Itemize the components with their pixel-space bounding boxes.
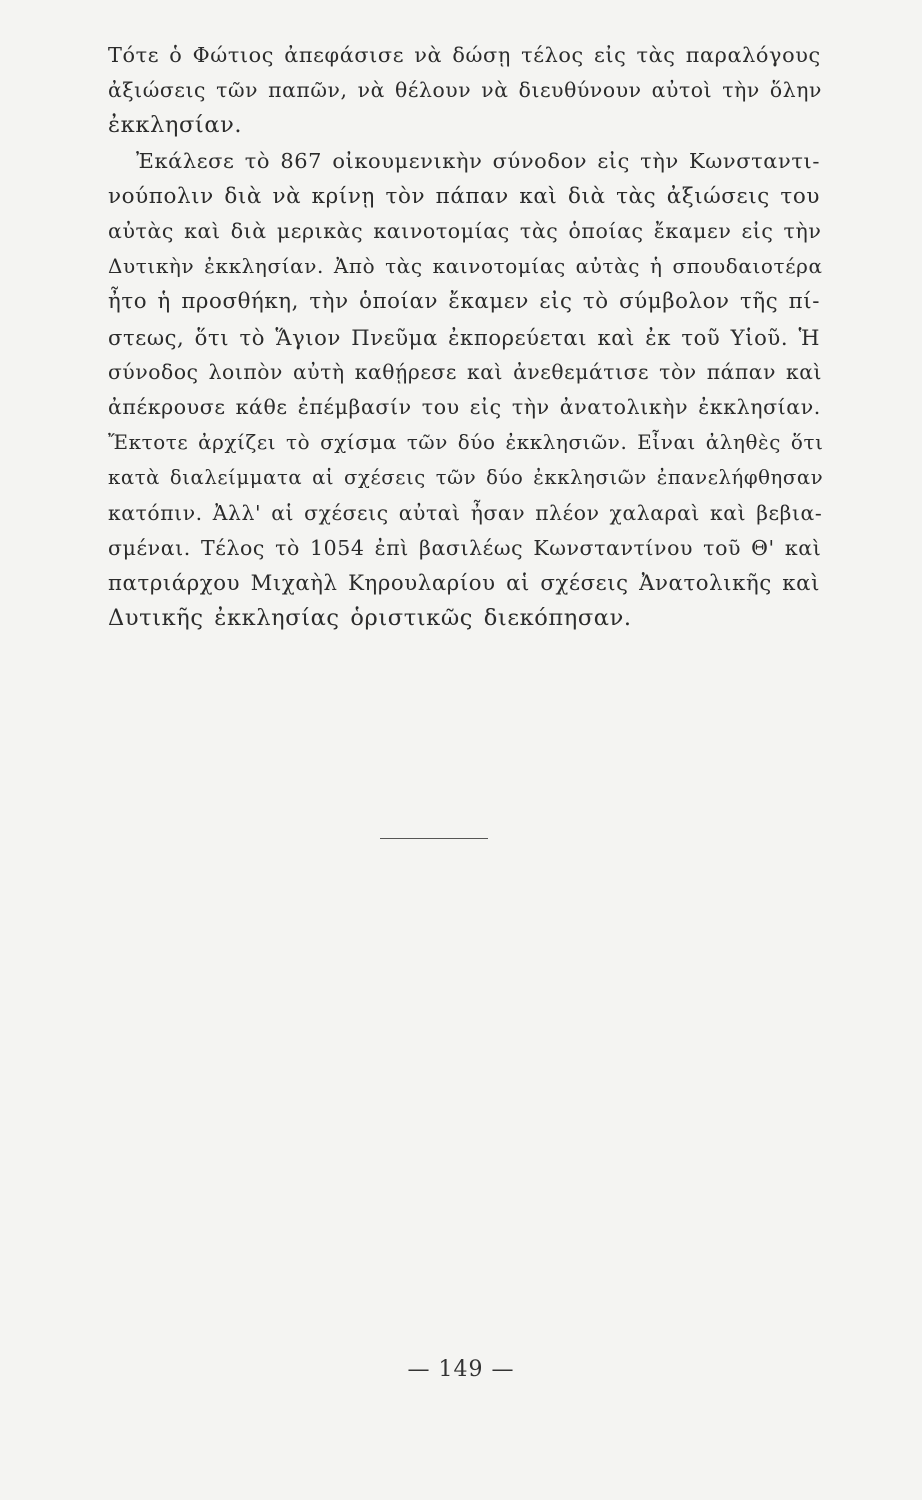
text-line: αὐτὰς καὶ διὰ μερικὰς καινοτομίας τὰς ὁποίας ἔκαμεν εἰς τὴν xyxy=(108,219,822,244)
text-line: νούπολιν διὰ νὰ κρίνῃ τὸν πάπαν καὶ διὰ τὰς ἀξιώσεις του xyxy=(108,183,820,209)
text-line: ἐκκλησίαν. xyxy=(108,112,243,139)
text-line: σμέναι. Τέλος τὸ 1054 ἐπὶ βασιλέως Κωνσταντίνου τοῦ Θ' καὶ xyxy=(108,535,822,560)
section-divider xyxy=(380,838,488,839)
text-line: Ἐκάλεσε τὸ 867 οἰκουμενικὴν σύνοδον εἰς τὴν Κωνσταντι- xyxy=(136,148,820,173)
text-line: ἦτο ἡ προσθήκη, τὴν ὁποίαν ἔκαμεν εἰς τὸ σύμβολον τῆς πί- xyxy=(108,289,820,315)
text-line: κατὰ διαλείμματα αἱ σχέσεις τῶν δύο ἐκκλησιῶν ἐπανελήφθησαν xyxy=(108,466,824,490)
text-line: σύνοδος λοιπὸν αὐτὴ καθῄρεσε καὶ ἀνεθεμάτισε τὸν πάπαν καὶ xyxy=(108,359,823,384)
text-line: πατριάρχου Μιχαὴλ Κηρουλαρίου αἱ σχέσεις Ἀνατολικῆς καὶ xyxy=(108,571,820,597)
page-number: — 149 — xyxy=(407,1357,515,1382)
text-line: ἀξιώσεις τῶν παπῶν, νὰ θέλουν νὰ διευθύνουν αὐτοὶ τὴν ὅλην xyxy=(108,78,822,103)
text-line: κατόπιν. Ἀλλ' αἱ σχέσεις αὐταὶ ἦσαν πλέον χαλαραὶ καὶ βεβια- xyxy=(108,500,823,525)
text-line: Ἔκτοτε ἀρχίζει τὸ σχίσμα τῶν δύο ἐκκλησιῶν. Εἶναι ἀληθὲς ὅτι xyxy=(108,431,824,455)
text-line: Τότε ὁ Φώτιος ἀπεφάσισε νὰ δώσῃ τέλος εἰς τὰς παραλόγους xyxy=(108,43,821,67)
text-line: Δυτικὴν ἐκκλησίαν. Ἀπὸ τὰς καινοτομίας αὐτὰς ἡ σπουδαιοτέρα xyxy=(108,254,823,279)
body-text xyxy=(108,38,824,636)
text-line: στεως, ὅτι τὸ Ἅγιον Πνεῦμα ἐκπορεύεται καὶ ἐκ τοῦ Υἱοῦ. Ἡ xyxy=(108,324,820,350)
text-line: ἀπέκρουσε κάθε ἐπέμβασίν του εἰς τὴν ἀνατολικὴν ἐκκλησίαν. xyxy=(108,395,821,420)
text-line: Δυτικῆς ἐκκλησίας ὁριστικῶς διεκόπησαν. xyxy=(108,605,632,632)
